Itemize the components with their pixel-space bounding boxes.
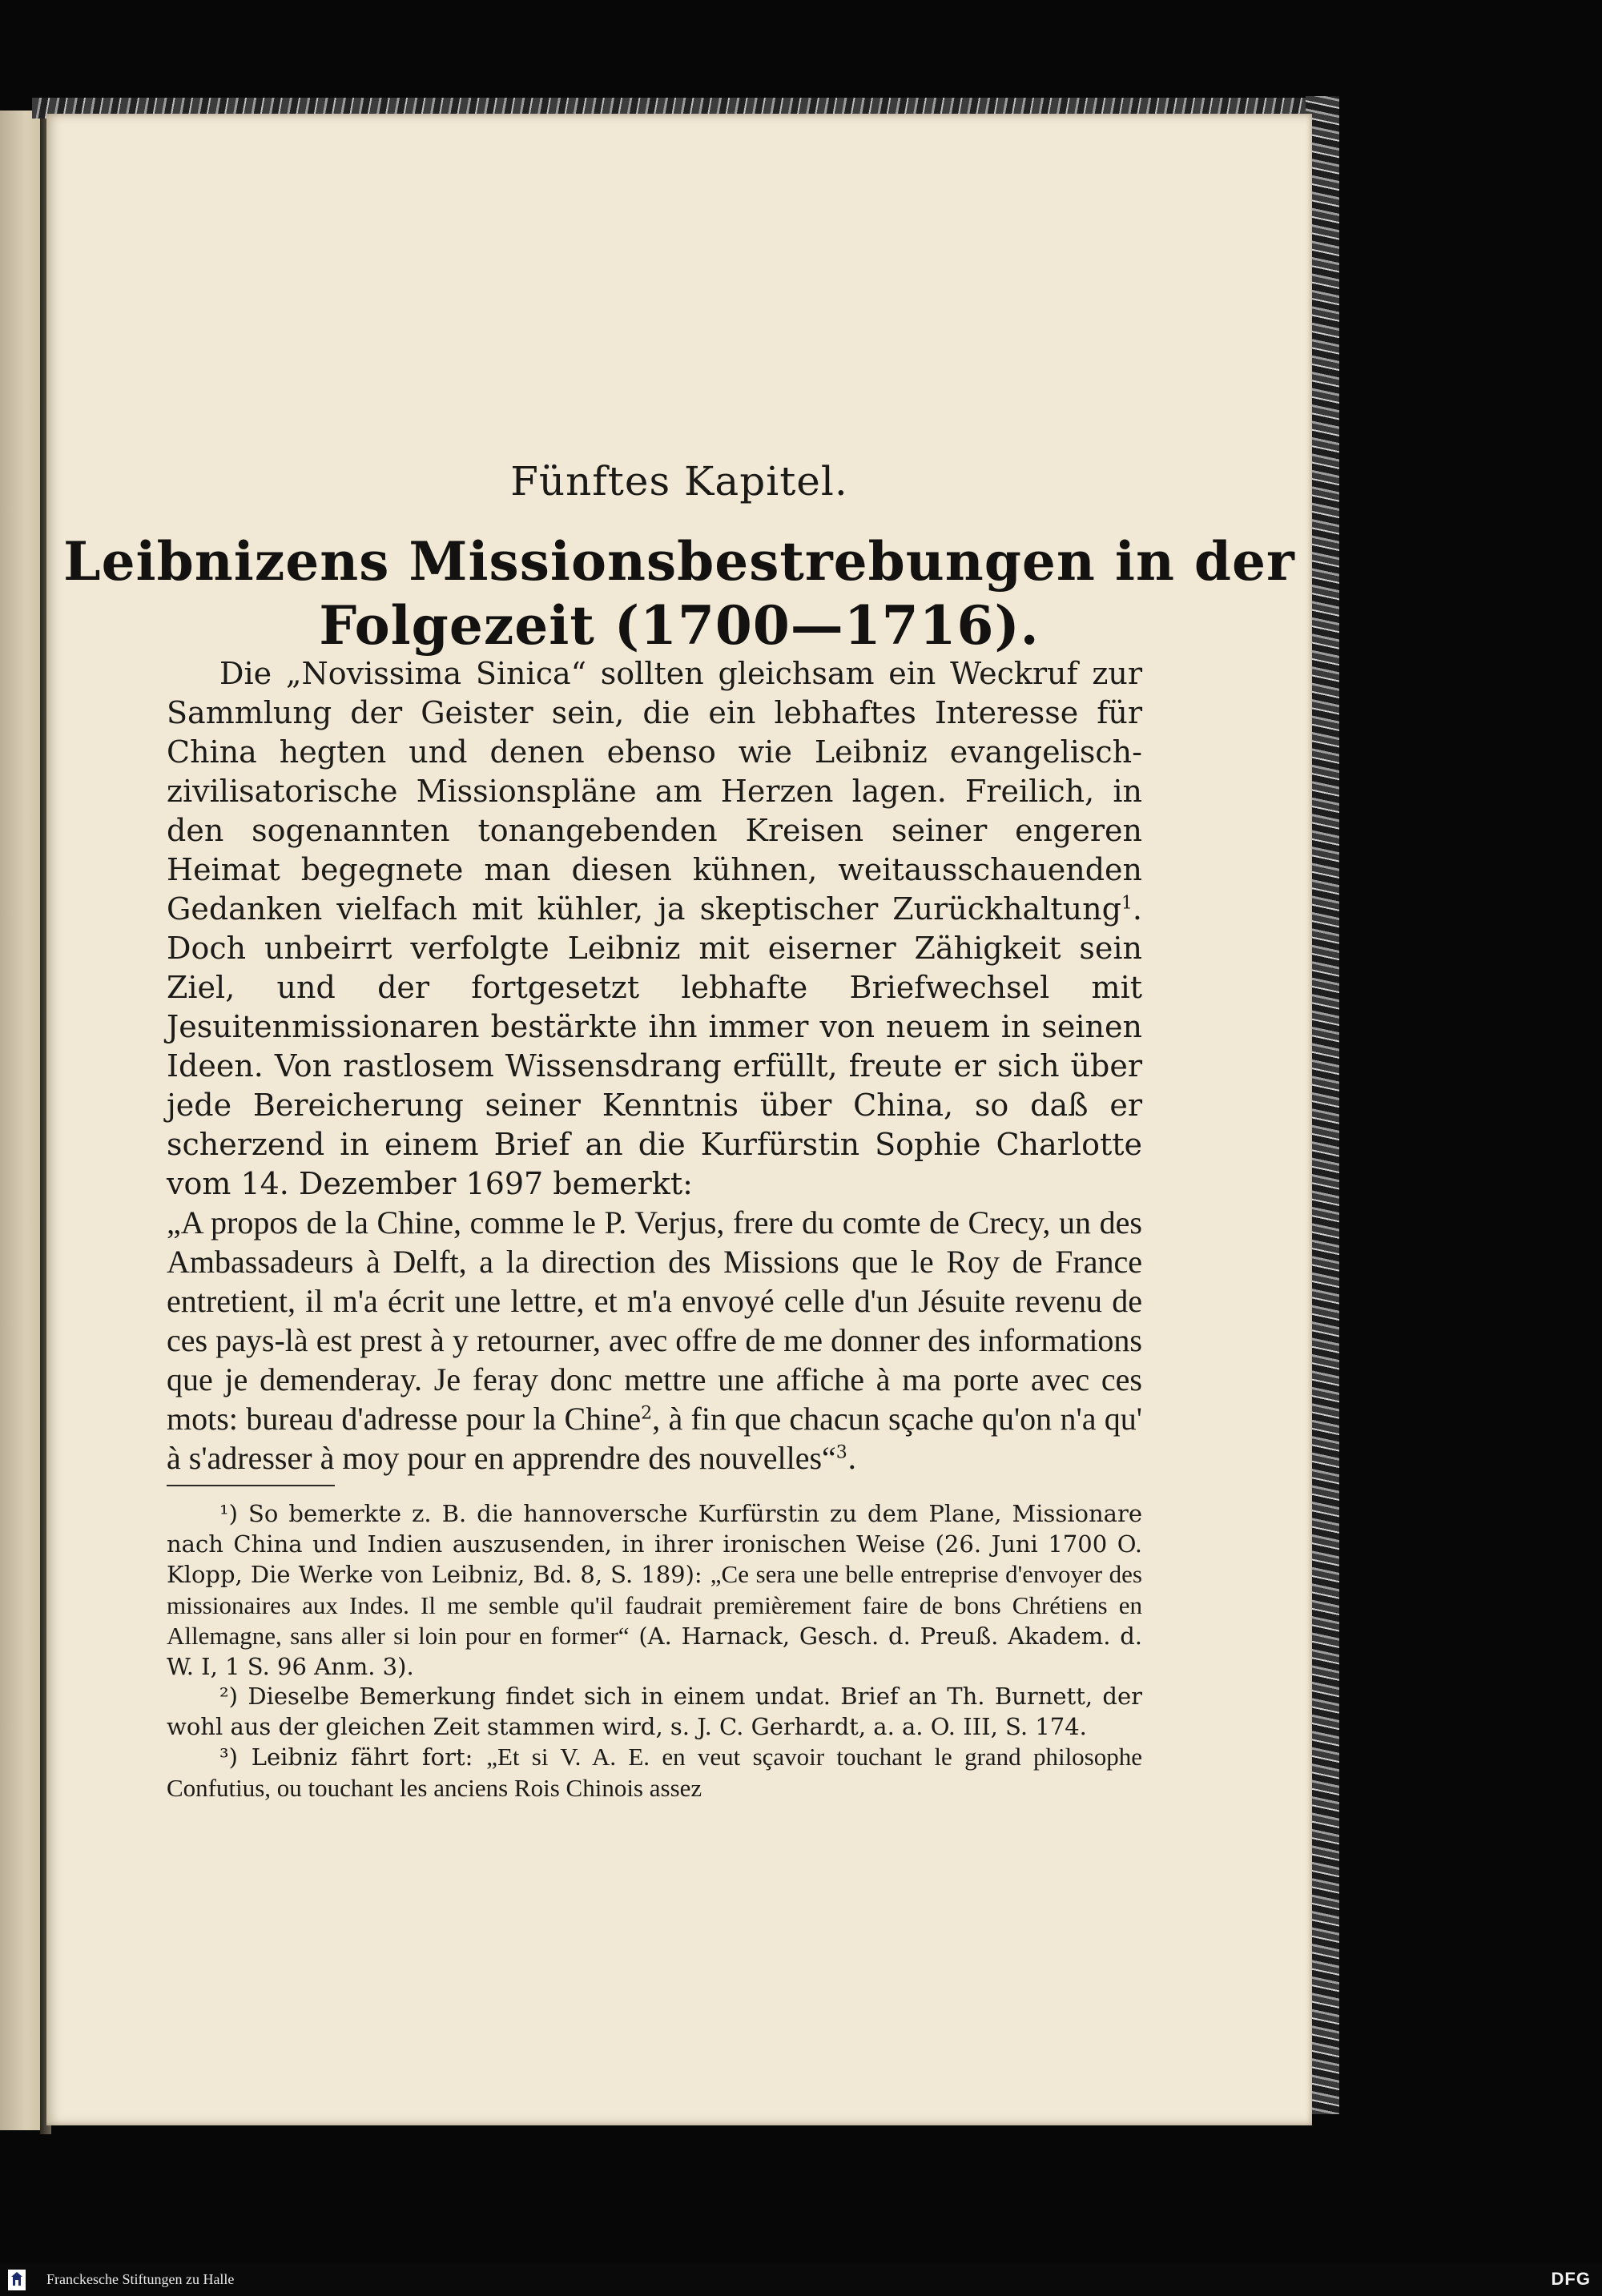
book-page	[46, 114, 1312, 2125]
body-paragraph	[167, 654, 1142, 1478]
chapter-title-line-2: Folgezeit (1700—1716).	[319, 594, 1040, 657]
footnote-ref-3: 3	[835, 1442, 847, 1463]
footnote-2	[167, 1682, 1142, 1742]
footnote-ref-1: 1	[1121, 893, 1133, 914]
institution-logo-icon	[8, 2270, 26, 2290]
footnote-1-ref: (A. Harnack, Gesch. d. Preuß. Akadem. d. W. I, 1 S. 96 Anm. 3).	[167, 1622, 1142, 1680]
footnote-2-mark: ²)	[219, 1683, 238, 1710]
footnote-2-text: Dieselbe Bemerkung findet sich in einem undat. Brief an Th. Burnett, der wohl aus der gleichen Zeit stammen wird, s. J. C. Gerhardt, a. a. O. III, S. 174.	[167, 1683, 1143, 1740]
chapter-title-line-1: Leibnizens Missionsbestrebungen in der	[63, 530, 1295, 593]
footnote-3-quote: „Et si V. A. E. en veut sçavoir touchant le grand philosophe Confutius, ou touchant les anciens Rois Chinois assez	[167, 1743, 1143, 1802]
body-text-1: Die „Novissima Sinica“ sollten gleichsam ein Weckruf zur Sammlung der Geister sein, die ein lebhaftes Interesse für China hegten und denen ebenso wie Leibniz evangelisch-zivilisatorische Missionspläne am Herzen lagen. Freilich, in den sogenannten tonangebenden Kreisen seiner engeren Heimat begegnete man diesen kühnen, weitausschauenden Gedanken vielfach mit kühler, ja skeptischer Zurückhaltung	[167, 656, 1142, 927]
footnote-ref-2: 2	[641, 1403, 653, 1424]
footnote-1-text: So bemerkte z. B. die hannoversche Kurfürstin zu dem Plane, Missionare nach China und Indien auszusenden, in ihrer ironischen Weise (26. Juni 1700 O. Klopp, Die Werke von Leibniz, Bd. 8, S. 189):	[167, 1500, 1143, 1588]
body-end: .	[847, 1441, 857, 1476]
footnote-3-text: Leibniz fährt fort:	[251, 1743, 473, 1771]
footnotes	[167, 1499, 1142, 1803]
footnote-1-quote: „Ce sera une belle entreprise d'envoyer des missionaires aux Indes. Il me semble qu'il faudrait premièrement faire de bons Chrétiens en Allemagne, sans aller si loin pour en former“	[167, 1560, 1142, 1650]
institution-name: Franckesche Stiftungen zu Halle	[46, 2271, 235, 2287]
main-text	[167, 654, 1142, 1478]
french-quote-end: , à fin que chacun sçache qu'on n'a qu' à s'adresser à moy pour en apprendre des nouvelles“	[167, 1401, 1143, 1476]
footnote-3	[167, 1742, 1142, 1803]
body-text-2: . Doch unbeirrt verfolgte Leibniz mit eiserner Zähigkeit sein Ziel, und der fortgesetzt lebhafte Briefwechsel mit Jesuitenmissionaren bestärkte ihn immer von neuem in seinen Ideen. Von rastlosem Wissensdrang erfüllt, freute er sich über jede Bereicherung seiner Kenntnis über China, so daß er scherzend in einem Brief an die Kurfürstin Sophie Charlotte vom 14. Dezember 1697 bemerkt:	[167, 891, 1142, 1201]
viewer-footer	[0, 2263, 1602, 2296]
footnote-3-mark: ³)	[219, 1743, 238, 1771]
footnote-1-mark: ¹)	[219, 1500, 238, 1527]
footnote-1	[167, 1499, 1142, 1682]
french-quote: „A propos de la Chine, comme le P. Verjus, frere du comte de Crecy, un des Ambassadeurs à Delft, a la direction des Missions que le Roy de France entretient, il m'a écrit une lettre, et m'a envoyé celle d'un Jésuite revenu de ces pays-là est prest à y retourner, avec offre de me donner des informations que je demenderay. Je feray donc mettre une affiche à ma porte avec ces mots: bureau d'adresse pour la Chine	[167, 1204, 1142, 1437]
dfg-logo: DFG	[1551, 2269, 1591, 2289]
chapter-heading: Fünftes Kapitel.	[510, 458, 848, 505]
footnote-separator	[167, 1485, 335, 1486]
